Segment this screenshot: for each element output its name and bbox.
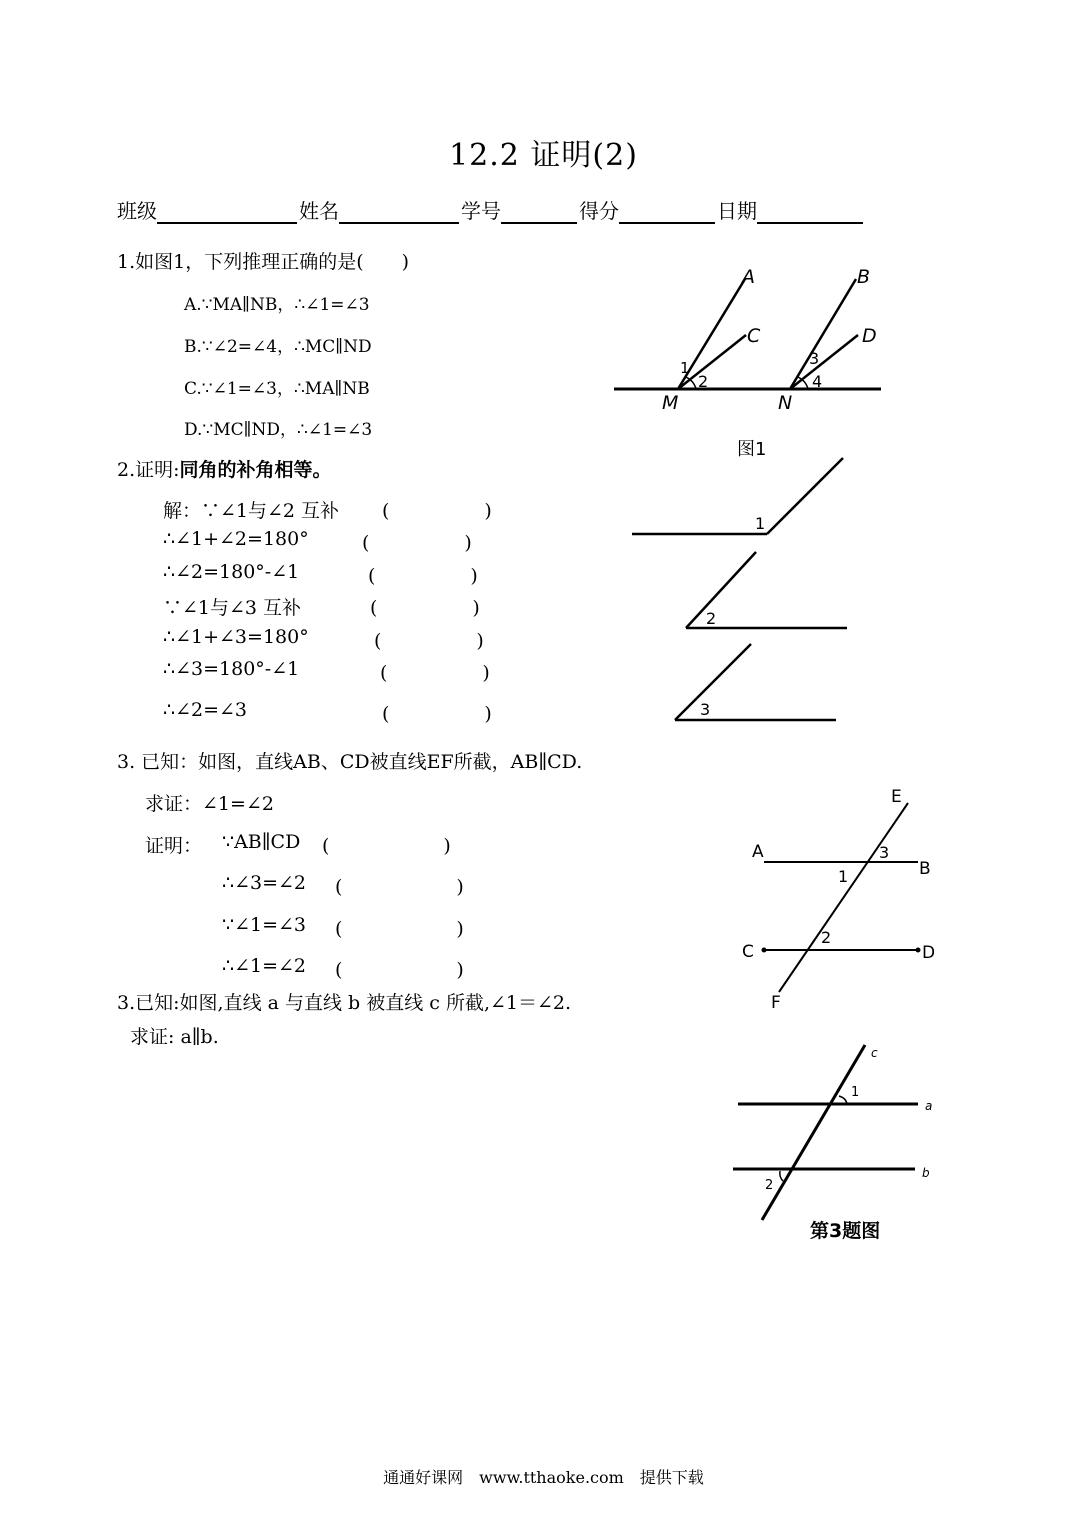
date-blank[interactable]	[757, 200, 863, 224]
figure-2	[625, 450, 860, 730]
q3-prove-row	[145, 789, 274, 816]
q3-step-1: ∵AB∥CD	[222, 831, 301, 853]
q3-prove-label: 求证：	[145, 793, 203, 815]
q3-paren-3[interactable]: ( )	[335, 918, 464, 940]
q3-prove: ∠1=∠2	[202, 793, 274, 815]
fig1-label-n: N	[778, 392, 793, 414]
fig4-label-c: c	[871, 1046, 878, 1060]
q2-prefix: 2.证明:	[117, 459, 180, 481]
name-label: 姓名	[299, 199, 339, 223]
fig3-point-c	[762, 948, 767, 953]
fig4-line-c	[762, 1045, 865, 1220]
fig2-line-1b	[767, 458, 843, 534]
q2-line-6: ∴∠3=180°-∠1	[163, 658, 300, 680]
class-blank[interactable]	[157, 200, 297, 224]
q3-given: 3. 已知：如图，直线AB、CD被直线EF所截，AB∥CD.	[117, 751, 583, 773]
figure-1	[600, 255, 900, 470]
page-title: 12.2 证明(2)	[449, 138, 638, 173]
figure-3	[735, 780, 945, 1015]
fig4-label-b: b	[922, 1166, 930, 1180]
q2-paren-5[interactable]: ( )	[374, 630, 484, 652]
footer-credit: 通通好课网 www.tthaoke.com 提供下载	[383, 1468, 704, 1487]
fig1-label-m: M	[662, 392, 679, 414]
q1-stem: 1.如图1，下列推理正确的是( )	[117, 251, 410, 273]
fig4-arc-2	[780, 1171, 783, 1181]
fig1-caption: 图1	[737, 439, 767, 460]
fig1-label-a: A	[742, 266, 755, 288]
q2-line-3: ∴∠2=180°-∠1	[163, 561, 300, 583]
q2-paren-3[interactable]: ( )	[368, 565, 478, 587]
fig1-label-d: D	[862, 325, 877, 347]
q2-statement: 同角的补角相等。	[179, 459, 332, 481]
q2-paren-6[interactable]: ( )	[380, 662, 490, 684]
q2-line-5: ∴∠1+∠3=180°	[163, 626, 309, 648]
fig2-angle-2: 2	[706, 609, 717, 628]
q3-paren-2[interactable]: ( )	[335, 876, 464, 898]
score-label: 得分	[579, 199, 619, 223]
q2-line-2: ∴∠1+∠2=180°	[163, 528, 309, 550]
score-blank[interactable]	[619, 200, 715, 224]
fig2-line-2b	[686, 552, 756, 628]
fig1-angle-4: 4	[812, 372, 823, 391]
q2-paren-4[interactable]: ( )	[370, 597, 480, 619]
fig2-angle-3: 3	[700, 700, 711, 719]
q2-paren-1[interactable]: ( )	[382, 500, 492, 522]
student-info-row	[117, 195, 865, 224]
number-label: 学号	[461, 199, 501, 223]
q2-paren-2[interactable]: ( )	[362, 532, 472, 554]
fig4-label-a: a	[925, 1099, 933, 1113]
fig3-angle-1: 1	[838, 867, 849, 886]
fig2-line-3b	[675, 644, 751, 720]
fig3-angle-2: 2	[821, 928, 832, 947]
q4-prove: 求证: a∥b.	[130, 1026, 219, 1048]
fig3-point-d	[916, 948, 921, 953]
q1-option-b[interactable]: B.∵∠2=∠4，∴MC∥ND	[184, 337, 372, 357]
q2-title	[117, 455, 332, 482]
class-label: 班级	[117, 199, 157, 223]
fig1-angle-1: 1	[680, 359, 690, 377]
date-label: 日期	[717, 199, 757, 223]
q3-proof-label: 证明：	[145, 835, 203, 857]
q2-line-4: ∵∠1与∠3 互补	[163, 597, 302, 619]
q3-step-3: ∵∠1=∠3	[222, 914, 307, 936]
q3-step-2: ∴∠3=∠2	[222, 872, 307, 894]
q3-step-4: ∴∠1=∠2	[222, 955, 307, 977]
fig3-label-c: C	[742, 942, 754, 962]
q2-line-7: ∴∠2=∠3	[163, 699, 248, 721]
q3-paren-1[interactable]: ( )	[322, 835, 451, 857]
fig3-line-ef	[779, 803, 908, 992]
fig3-label-e: E	[891, 787, 902, 807]
fig3-label-a: A	[752, 842, 764, 862]
q1-option-d[interactable]: D.∵MC∥ND，∴∠1=∠3	[184, 420, 373, 440]
q2-line-1: 解：∵∠1与∠2 互补	[163, 500, 340, 522]
fig1-angle-2: 2	[698, 372, 709, 391]
fig1-angle-3: 3	[809, 349, 820, 368]
fig3-angle-3: 3	[879, 843, 890, 862]
number-blank[interactable]	[501, 200, 577, 224]
fig4-angle-2: 2	[765, 1178, 774, 1193]
q1-option-c[interactable]: C.∵∠1=∠3，∴MA∥NB	[184, 379, 370, 399]
fig3-label-d: D	[922, 943, 936, 963]
q2-paren-7[interactable]: ( )	[382, 703, 492, 725]
fig4-caption: 第3题图	[810, 1220, 881, 1242]
fig2-angle-1: 1	[755, 514, 766, 533]
name-blank[interactable]	[339, 200, 459, 224]
fig1-label-c: C	[747, 325, 761, 347]
fig3-label-b: B	[919, 859, 931, 879]
fig3-label-f: F	[771, 993, 781, 1013]
q3-paren-4[interactable]: ( )	[335, 959, 464, 981]
figure-4	[725, 1040, 950, 1250]
fig1-ray-nd	[790, 335, 858, 389]
fig1-label-b: B	[857, 266, 871, 288]
fig4-angle-1: 1	[851, 1085, 860, 1100]
fig1-ray-nb	[790, 279, 856, 389]
q4-given: 3.已知:如图,直线 a 与直线 b 被直线 c 所截,∠1＝∠2.	[117, 992, 572, 1014]
q1-option-a[interactable]: A.∵MA∥NB，∴∠1=∠3	[184, 295, 370, 315]
